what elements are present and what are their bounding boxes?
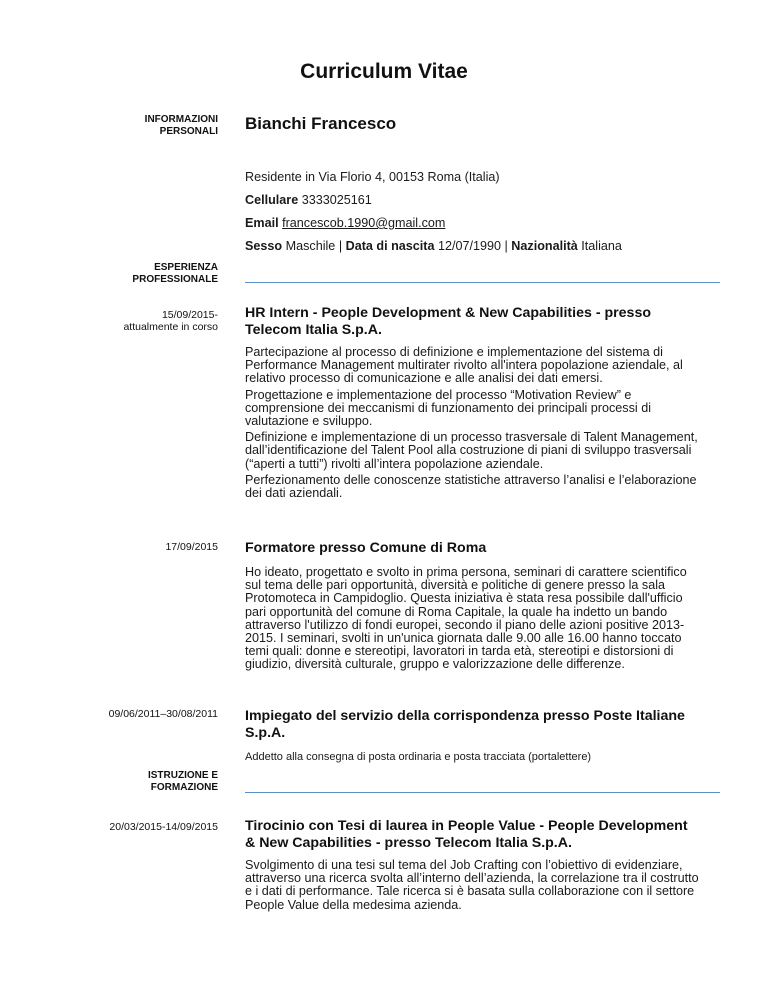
section-label-personal: INFORMAZIONI PERSONALI	[144, 114, 218, 137]
description-paragraph: Progettazione e implementazione del processo “Motivation Review” e comprensione dei meccanismi di funzionamento dei principali processi di valutazione e sviluppo.	[245, 387, 652, 429]
cv-title: Curriculum Vitae	[300, 60, 468, 83]
nationality-label: Nazionalità	[511, 239, 578, 253]
personal-details-row	[245, 240, 700, 253]
email-link[interactable]: francescob.1990@gmail.com	[282, 216, 446, 230]
section-label-education: ISTRUZIONE E FORMAZIONE	[147, 770, 218, 793]
experience-description	[245, 346, 700, 503]
experience-date: 09/06/2011–30/08/2011	[108, 708, 218, 720]
section-label-experience: ESPERIENZA PROFESSIONALE	[132, 262, 218, 285]
experience-title: HR Intern - People Development & New Capabilities - presso Telecom Italia S.p.A.	[245, 305, 652, 338]
phone-label: Cellulare	[245, 193, 299, 207]
section-divider	[245, 282, 720, 283]
section-divider	[245, 792, 720, 793]
phone-row	[245, 194, 700, 207]
phone-value: 3333025161	[301, 193, 372, 207]
description-paragraph: Perfezionamento delle conoscenze statistiche attraverso l’analisi e l’elaborazione dei dati aziendali.	[245, 472, 697, 501]
experience-date: 17/09/2015	[165, 541, 218, 553]
address: Residente in Via Florio 4, 00153 Roma (Italia)	[245, 170, 500, 184]
nationality-value: Italiana	[581, 239, 622, 253]
description-paragraph: Ho ideato, progettato e svolto in prima persona, seminari di carattere scientifico sul tema delle pari opportunità, diversità e politiche di genere presso la sala Protomoteca in Campidoglio. Questa iniziativa è stata resa possibile dall'ufficio pari opportunità del comune di Roma Capitale, la quale ha indetto un bando attraverso l'utilizzo di fondi europei, secondo il piano delle azioni positive 2013-2015. I seminari, svolti in un'unica giornata dalle 9.00 alle 16.00 hanno toccato temi quali: donne e stereotipi, lavoratori in tarda età, stereotipi e distorsioni di giudizio, diversità culturale, gruppo e valorizzazione delle differenze.	[245, 565, 687, 672]
description-paragraph: Addetto alla consegna di posta ordinaria e posta tracciata (portalettere)	[245, 751, 592, 763]
experience-description	[245, 751, 700, 767]
birth-label: Data di nascita	[345, 239, 435, 253]
description-paragraph: Partecipazione al processo di definizione e implementazione del sistema di Performance Management multirater rivolto all'intera popolazione aziendale, al relativo processo di comunicazione e alle analisi dei dati emersi.	[245, 345, 683, 386]
email-label: Email	[245, 216, 279, 230]
separator: |	[338, 239, 343, 253]
education-title: Tirocinio con Tesi di laurea in People Value - People Development & New Capabilities - presso Telecom Italia S.p.A.	[245, 818, 688, 851]
sex-label: Sesso	[245, 239, 283, 253]
experience-description	[245, 566, 700, 675]
experience-date: 15/09/2015-attualmente in corso	[123, 309, 218, 333]
sex-value: Maschile	[285, 239, 336, 253]
description-paragraph: Svolgimento di una tesi sul tema del Job Crafting con l’obiettivo di evidenziare, attraverso una ricerca svolta all’interno dell’azienda, la correlazione tra il costrutto e i dati di performance. Tale ricerca si è basata sulla collaborazione con il settore People Value della medesima azienda.	[245, 858, 699, 912]
education-description	[245, 859, 700, 915]
education-date: 20/03/2015-14/09/2015	[109, 821, 218, 833]
description-paragraph: Definizione e implementazione di un processo trasversale di Talent Management, dall’identificazione del Talent Pool alla costruzione di piani di sviluppo trasversali (“aperti a tutti”) rivolti all’intera popolazione aziendale.	[245, 430, 698, 471]
separator: |	[504, 239, 508, 253]
experience-title: Impiegato del servizio della corrispondenza presso Poste Italiane S.p.A.	[245, 708, 685, 741]
person-name: Bianchi Francesco	[245, 114, 397, 133]
experience-title: Formatore presso Comune di Roma	[245, 540, 487, 556]
birth-value: 12/07/1990	[437, 239, 502, 253]
email-row	[245, 217, 700, 230]
